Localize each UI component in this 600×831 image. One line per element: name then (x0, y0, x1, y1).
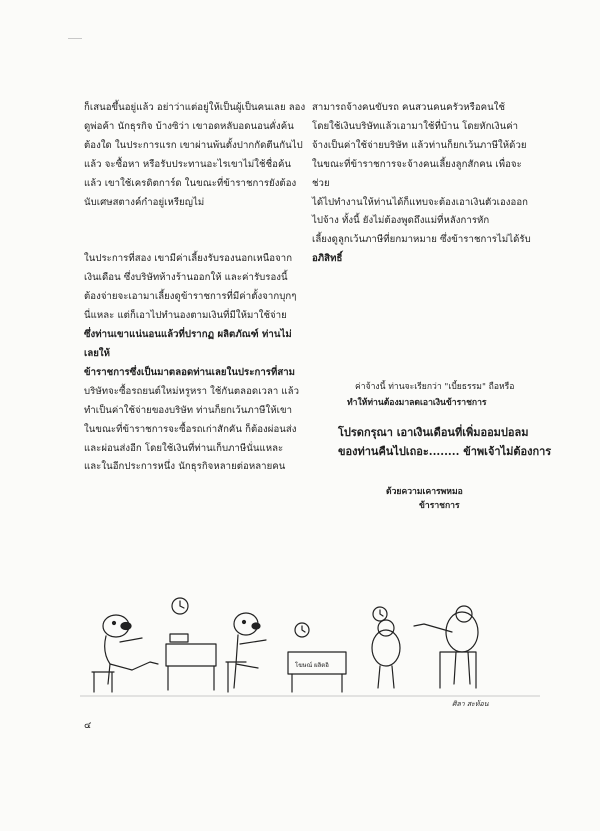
cartoon-clock-3 (373, 607, 387, 621)
paragraph-2-line: ในขณะที่ข้าราชการจะซื้อรถเก่าสักคัน ก็ต้องผ่อนส่ง (84, 423, 297, 435)
paragraph-2-line: ข้าราชการซึ่งเป็นมาตลอดท่านเลยในประการที่สาม (84, 366, 296, 378)
cartoon-strip (80, 592, 540, 714)
cartoon-clock-2 (295, 623, 309, 637)
right-line: จ้างเป็นค่าใช้จ่ายบริษัท แล้วท่านก็ยกเว้นภาษีให้ด้วย (312, 139, 527, 151)
cartoon-figure-pointing (414, 606, 478, 688)
paragraph-1: ก็เสนอขึ้นอยู่แล้ว อย่าว่าแต่อยู่ให้เป็นผู้เป็นคนเลย ลองดูพ่อค้า นักธุรกิจ บ้างซิว่า เขาอดหลับอดนอนคั่งค้นต้องใด ในประการแรก เขาผ่านพ้นตั้งปากกัดตีนกันไปแล้ว จะซื้อหา หรือรับประทานอะไรเขาไม่ใช้ชื่อค้นแล้ว เขาใช้เครดิตการ์ด ในขณะที่ข้าราชการยังต้องนับเศษสตางค์กำอยู่เหรียญไม่ (84, 102, 306, 208)
right-line: อภิสิทธิ์ (312, 253, 343, 265)
right-line: สามารถจ้างคนขับรถ คนสวนคนครัวหรือคนใช้ (312, 102, 506, 113)
cartoon-figure-stout (372, 620, 400, 688)
right-line: ได้ไปทำงานให้ท่านได้ก็แทบจะต้องเอาเงินตัวเองออก (312, 196, 529, 208)
right-line: ในขณะที่ข้าราชการจะจ้างคนเลี้ยงลูกสักคน เพื่อจะช่วย (312, 158, 522, 189)
signature-line-1: ด้วยความเคารพหมอ (386, 487, 463, 497)
cartoon-figure-shouting (226, 613, 266, 692)
cartoon-desk-1 (166, 634, 216, 690)
right-line: โดยใช้เงินบริษัทแล้วเอามาใช้ที่บ้าน โดยหักเงินค่า (312, 120, 519, 132)
scan-mark (68, 38, 82, 39)
paragraph-2-line: และผ่อนส่งอีก โดยใช้เงินที่ท่านเก็บภาษีนั่นแหละ (84, 442, 284, 454)
artist-signature: ศิลา สะท้อน (452, 700, 489, 708)
paragraph-2-line: นี่แหละ แต่ก็เอาไปทำนองตามเงินที่มีให้มาใช้จ่าย (84, 310, 287, 322)
left-column (84, 99, 306, 477)
right-line: เลี้ยงดูลูกเว้นภาษีที่ยกมาหมาย ซึ่งข้าราชการไม่ได้รับ (312, 234, 531, 246)
desk-sign-text: โฆษณ์ ผลิตอิ (295, 662, 329, 669)
cartoon-figure-reclining (92, 615, 158, 692)
paragraph-2-line: ต้องจ่ายจะเอามาเลี้ยงดูข้าราชการที่มีค่าตั้งจากบุกๆ (84, 291, 297, 303)
paragraph-2-line: ทำเป็นค่าใช้จ่ายของบริษัท ท่านก็ยกเว้นภาษีให้เขา (84, 404, 293, 416)
right-line: ไปจ้าง ทั้งนี้ ยังไม่ต้องพูดถึงแม่ที่หลังการหัก (312, 215, 490, 227)
cartoon-clock-1 (172, 598, 188, 614)
paragraph-2-line: ซึ่งท่านเขาแน่นอนแล้วที่ปรากฏ ผลิตภัณฑ์ ท่านไม่เลยให้ (84, 329, 292, 359)
appeal-block (338, 423, 568, 461)
note-line-1: ค่าจ้างนี้ ท่านจะเรียกว่า "เบี้ยธรรม" ถือหรือ (355, 382, 515, 392)
cartoon-desk-2 (288, 652, 346, 692)
paragraph-2-line: และในอีกประการหนึ่ง นักธุรกิจหลายต่อหลายคน (84, 461, 286, 473)
signature-line-2: ข้าราชการ (419, 501, 460, 511)
right-column (312, 99, 538, 269)
appeal-line-1: โปรดกรุณา เอาเงินเดือนที่เพิ่มออมปอลม (338, 426, 529, 439)
note-line-2: ทำให้ท่านต้องมาลดเอาเงินข้าราชการ (347, 398, 487, 408)
paragraph-2-line: บริษัทจะซื้อรถยนต์ใหม่หรูหรา ใช้กันตลอดเวลา แล้ว (84, 385, 300, 397)
paragraph-2-line: ในประการที่สอง เขามีค่าเลี้ยงรับรองนอกเหนือจาก (84, 253, 293, 265)
appeal-line-2: ของท่านคืนไปเถอะ........ ข้าพเจ้าไม่ต้องการ (338, 445, 552, 458)
page-number: ๔ (84, 720, 92, 731)
paragraph-2-line: เงินเดือน ซึ่งบริษัทห้างร้านออกให้ และค่ารับรองนี้ (84, 272, 288, 284)
